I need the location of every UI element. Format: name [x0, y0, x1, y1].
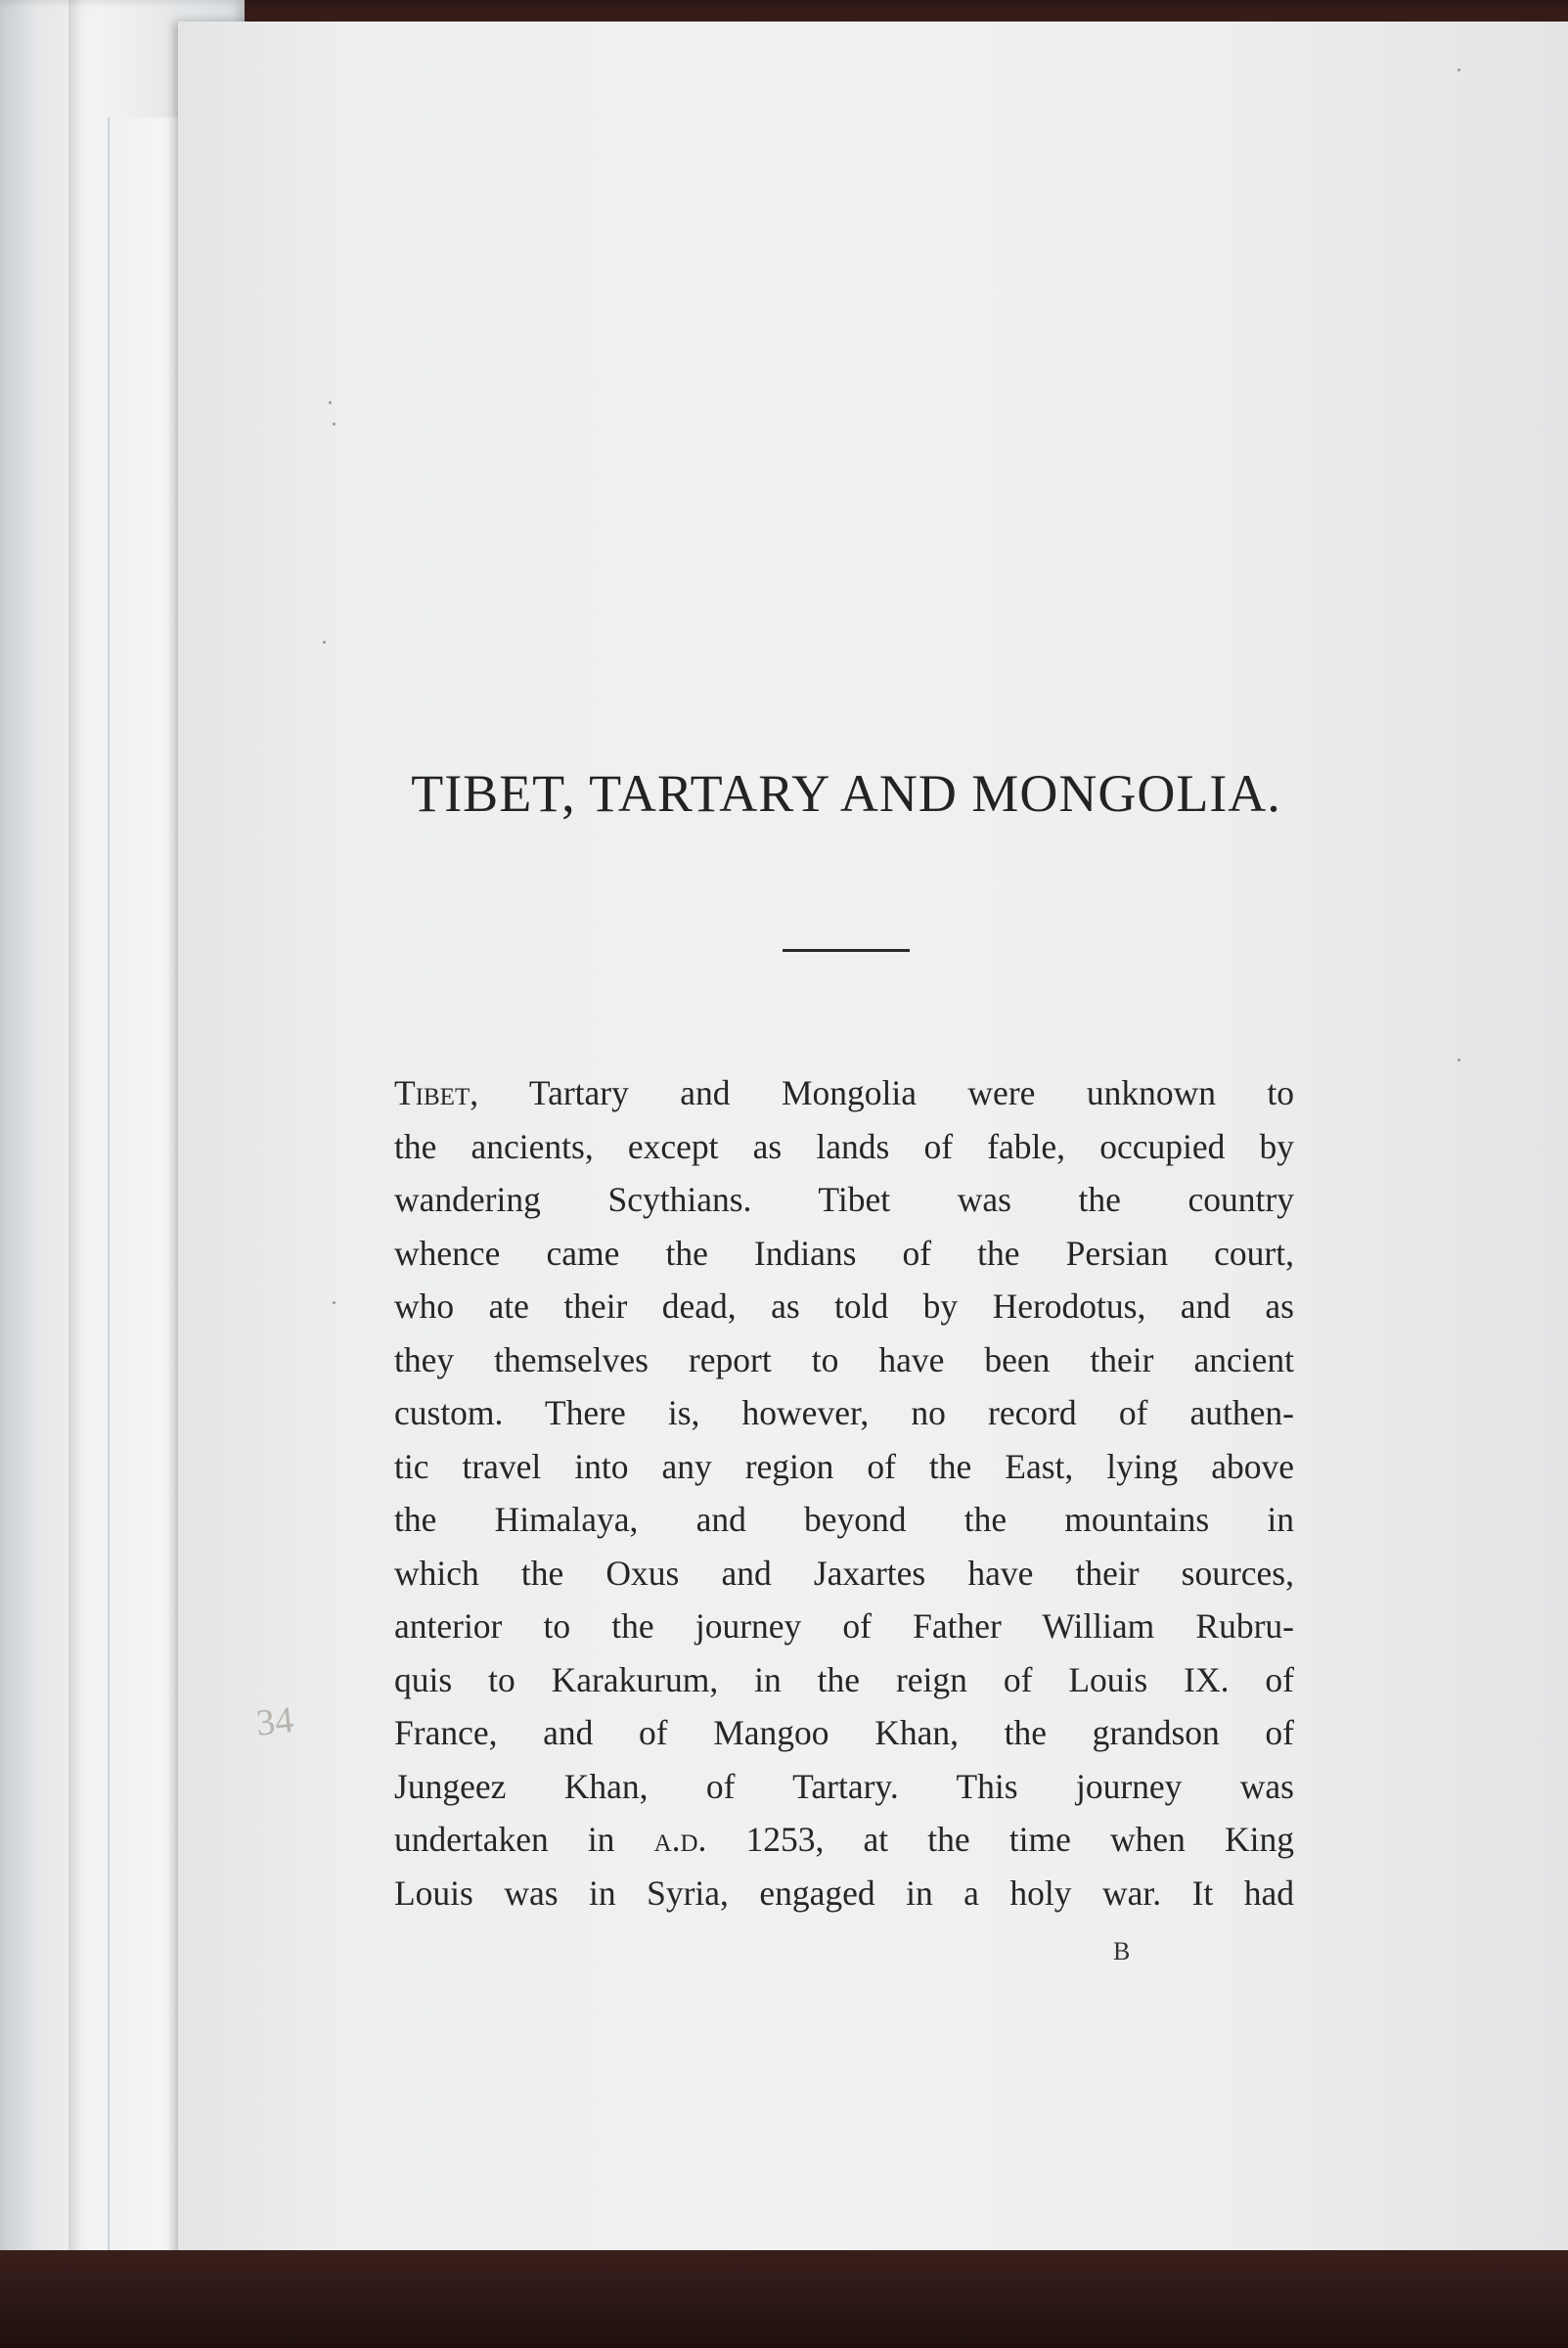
paper-speck [1457, 1059, 1460, 1061]
paper-speck [1457, 68, 1460, 71]
body-line: the Himalaya, and beyond the mountains in [394, 1500, 1294, 1539]
body-line-text: , Tartary and Mongolia were unknown to [470, 1073, 1294, 1112]
body-line: Louis was in Syria, engaged in a holy war. It had [394, 1873, 1294, 1913]
body-line: custom. There is, however, no record of authen- [394, 1393, 1294, 1432]
body-line: wandering Scythians. Tibet was the country [394, 1180, 1294, 1219]
signature-mark: B [1113, 1937, 1131, 1965]
body-line: Jungeez Khan, of Tartary. This journey was [394, 1766, 1294, 1806]
opening-word: Tibet [394, 1073, 470, 1112]
body-line: anterior to the journey of Father William Rubru- [394, 1606, 1294, 1646]
paper-speck [323, 641, 326, 644]
page-title: TIBET, TARTARY AND MONGOLIA. [411, 764, 1281, 823]
body-line [394, 1066, 1294, 1120]
body-text [394, 1066, 1294, 1919]
body-line: they themselves report to have been their ancient [394, 1339, 1294, 1379]
paper-speck [333, 1301, 336, 1304]
body-line: whence came the Indians of the Persian court, [394, 1233, 1294, 1273]
body-line: the ancients, except as lands of fable, occupied by [394, 1126, 1294, 1166]
body-line: quis to Karakurum, in the reign of Louis IX. of [394, 1659, 1294, 1699]
gutter-shadow [68, 0, 82, 2348]
body-line-text: undertaken in [394, 1820, 654, 1859]
body-line: which the Oxus and Jaxartes have their sources, [394, 1553, 1294, 1593]
paper-speck [333, 423, 336, 426]
body-line [394, 1813, 1294, 1867]
paper-speck [329, 401, 332, 404]
era-abbreviation: a.d. [653, 1820, 707, 1859]
body-line-text: 1253, at the time when King [706, 1820, 1294, 1859]
body-line: who ate their dead, as told by Herodotus, and as [394, 1287, 1294, 1326]
book-bottom-edge [0, 2250, 1568, 2348]
margin-annotation: 34 [253, 1699, 296, 1744]
title-rule [783, 949, 910, 952]
body-line: France, and of Mangoo Khan, the grandson of [394, 1713, 1294, 1752]
body-line: tic travel into any region of the East, lying above [394, 1446, 1294, 1486]
